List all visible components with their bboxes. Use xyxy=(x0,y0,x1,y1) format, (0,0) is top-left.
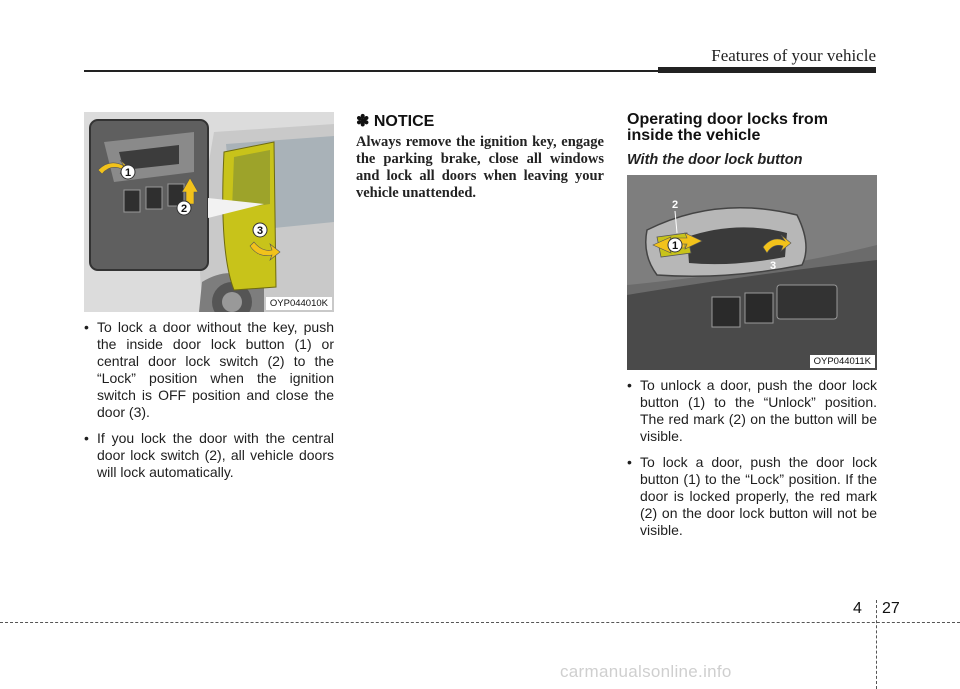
list-item: • If you lock the door with the central door lock switch (2), all vehicle doors will lock automatically. xyxy=(84,430,334,481)
door-button-illustration xyxy=(627,175,877,370)
list-item: • To lock a door without the key, push the inside door lock button (1) or central door lock switch (2) to the “Lock” position when the ignition switch is OFF position and close the door (3). xyxy=(84,319,334,421)
callout-2: 2 xyxy=(671,199,679,211)
page-number: 27 xyxy=(882,600,900,617)
notice-heading: ✽ NOTICE xyxy=(356,113,435,130)
figure-code: OYP044010K xyxy=(266,297,332,310)
list-item: • To unlock a door, push the door lock button (1) to the “Unlock” position. The red mark (2) on the button will be visible. xyxy=(627,377,877,445)
unlock-instructions-list xyxy=(627,377,877,548)
door-lock-figure-right xyxy=(627,175,877,370)
footer-rule xyxy=(0,622,960,623)
callout-3: 3 xyxy=(256,225,264,237)
section-title: Operating door locks from inside the vehicle xyxy=(627,111,828,144)
header-title: Features of your vehicle xyxy=(711,46,876,65)
footer-divider xyxy=(876,600,877,689)
figure-code: OYP044011K xyxy=(810,355,875,368)
callout-2: 2 xyxy=(180,203,188,215)
lock-instructions-list xyxy=(84,319,334,490)
door-lock-figure-left xyxy=(84,112,334,312)
callout-1: 1 xyxy=(671,240,679,252)
callout-1: 1 xyxy=(124,167,132,179)
list-item: • To lock a door, push the door lock button (1) to the “Lock” position. If the door is locked properly, the red mark (2) on the door lock button will not be visible. xyxy=(627,454,877,539)
callout-3: 3 xyxy=(769,260,777,272)
door-illustration xyxy=(84,112,334,312)
chapter-number: 4 xyxy=(853,600,862,617)
watermark: carmanualsonline.info xyxy=(560,662,732,681)
notice-body: Always remove the ignition key, engage the parking brake, close all windows and lock all doors when leaving your vehicle unattended. xyxy=(356,134,604,201)
section-subtitle: With the door lock button xyxy=(627,152,803,168)
header-rule-accent xyxy=(658,67,876,73)
